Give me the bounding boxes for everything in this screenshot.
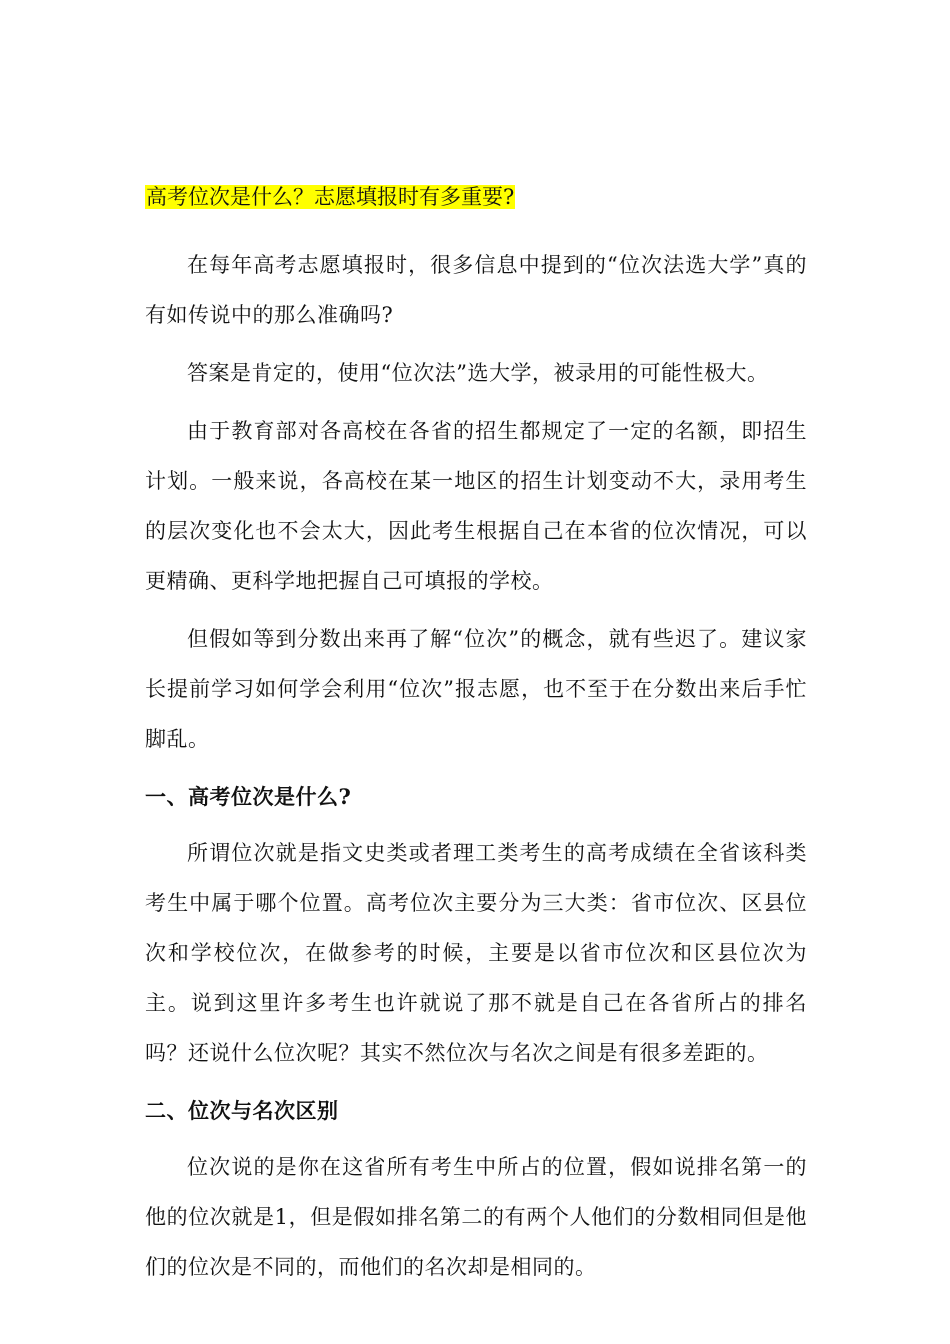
highlighted-title-text: 高考位次是什么？志愿填报时有多重要?: [146, 185, 515, 209]
intro-paragraph-1: 在每年高考志愿填报时，很多信息中提到的“位次法选大学”真的有如传说中的那么准确吗?: [145, 253, 807, 327]
document-title: [145, 180, 807, 214]
intro-paragraph-3: 由于教育部对各高校在各省的招生都规定了一定的名额，即招生计划。一般来说，各高校在某一地区的招生计划变动不大，录用考生的层次变化也不会太大，因此考生根据自己在本省的位次情况，可以更精确、更科学地把握自己可填报的学校。: [145, 419, 807, 593]
intro-paragraph-4: 但假如等到分数出来再了解“位次”的概念，就有些迟了。建议家长提前学习如何学会利用“位次”报志愿，也不至于在分数出来后手忙脚乱。: [145, 627, 807, 751]
section-2-paragraph: 位次说的是你在这省所有考生中所占的位置，假如说排名第一的他的位次就是1，但是假如排名第二的有两个人他们的分数相同但是他们的位次是不同的，而他们的名次却是相同的。: [145, 1155, 807, 1279]
document-page: [145, 180, 807, 1300]
section-heading-1: 一、高考位次是什么?: [145, 784, 352, 809]
intro-paragraph-2: 答案是肯定的，使用“位次法”选大学，被录用的可能性极大。: [187, 361, 769, 385]
section-1-paragraph: 所谓位次就是指文史类或者理工类考生的高考成绩在全省该科类考生中属于哪个位置。高考位次主要分为三大类：省市位次、区县位次和学校位次，在做参考的时候，主要是以省市位次和区县位次为主。说到这里许多考生也许就说了那不就是自己在各省所占的排名吗？还说什么位次呢？其实不然位次与名次之间是有很多差距的。: [145, 841, 807, 1065]
section-heading-2: 二、位次与名次区别: [145, 1098, 339, 1123]
